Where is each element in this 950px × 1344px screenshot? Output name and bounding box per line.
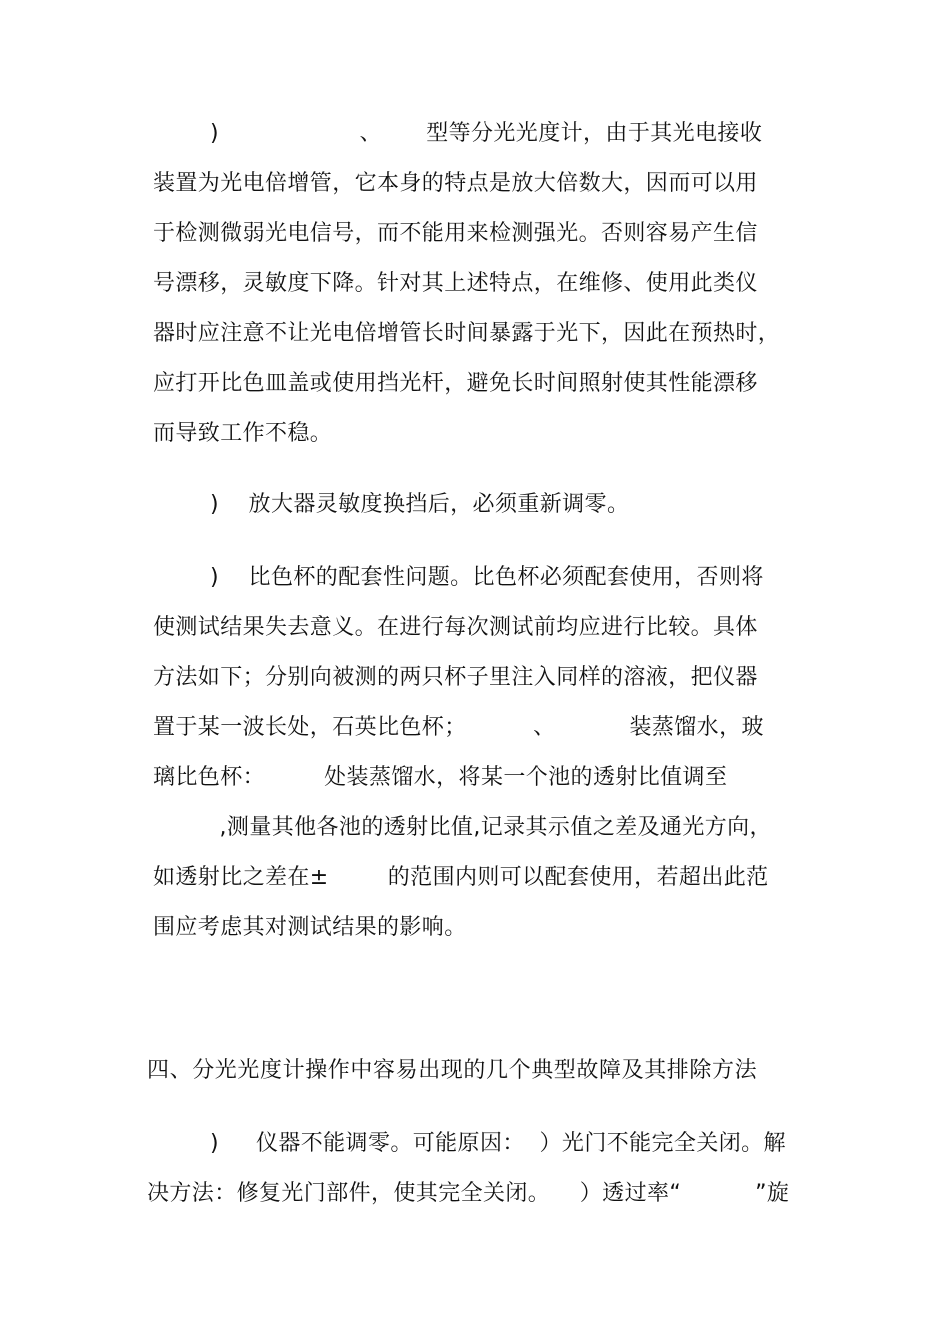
text-line: ,测量其他各池的透射比值,记录其示值之差及通光方向， — [153, 815, 772, 840]
text-line: 决方法：修复光门部件，使其完全关闭。 ）透过率“ ”旋 — [147, 1181, 790, 1206]
text-line: 璃比色杯： 处装蒸馏水，将某一个池的透射比值调至 — [153, 765, 728, 790]
section-heading: 四、分光光度计操作中容易出现的几个典型故障及其排除方法 — [147, 1058, 758, 1083]
text-line: 使测试结果失去意义。在进行每次测试前均应进行比较。具体 — [153, 615, 758, 640]
text-line: 方法如下；分别向被测的两只杯子里注入同样的溶液，把仪器 — [153, 665, 758, 690]
text-line: 置于某一波长处，石英比色杯； 、 装蒸馏水，玻 — [153, 715, 764, 740]
text-line: ) 比色杯的配套性问题。比色杯必须配套使用，否则将 — [210, 565, 764, 590]
text-line: 围应考虑其对测试结果的影响。 — [153, 915, 467, 940]
text-line: 号漂移，灵敏度下降。针对其上述特点，在维修、使用此类仪 — [153, 271, 758, 296]
text-line: 应打开比色皿盖或使用挡光杆，避免长时间照射使其性能漂移 — [153, 371, 758, 396]
text-line: ) 放大器灵敏度换挡后，必须重新调零。 — [210, 492, 630, 517]
text-line: 装置为光电倍增管，它本身的特点是放大倍数大，因而可以用 — [153, 171, 758, 196]
text-line: 如透射比之差在± 的范围内则可以配套使用，若超出此范 — [153, 865, 769, 890]
text-line: ) 仪器不能调零。可能原因： ）光门不能完全关闭。解 — [210, 1131, 786, 1156]
text-line: ) 、 型等分光光度计，由于其光电接收 — [210, 121, 763, 146]
text-line: 而导致工作不稳。 — [153, 421, 333, 446]
text-line: 于检测微弱光电信号，而不能用来检测强光。否则容易产生信 — [153, 221, 758, 246]
text-line: 器时应注意不让光电倍增管长时间暴露于光下，因此在预热时， — [153, 321, 781, 346]
